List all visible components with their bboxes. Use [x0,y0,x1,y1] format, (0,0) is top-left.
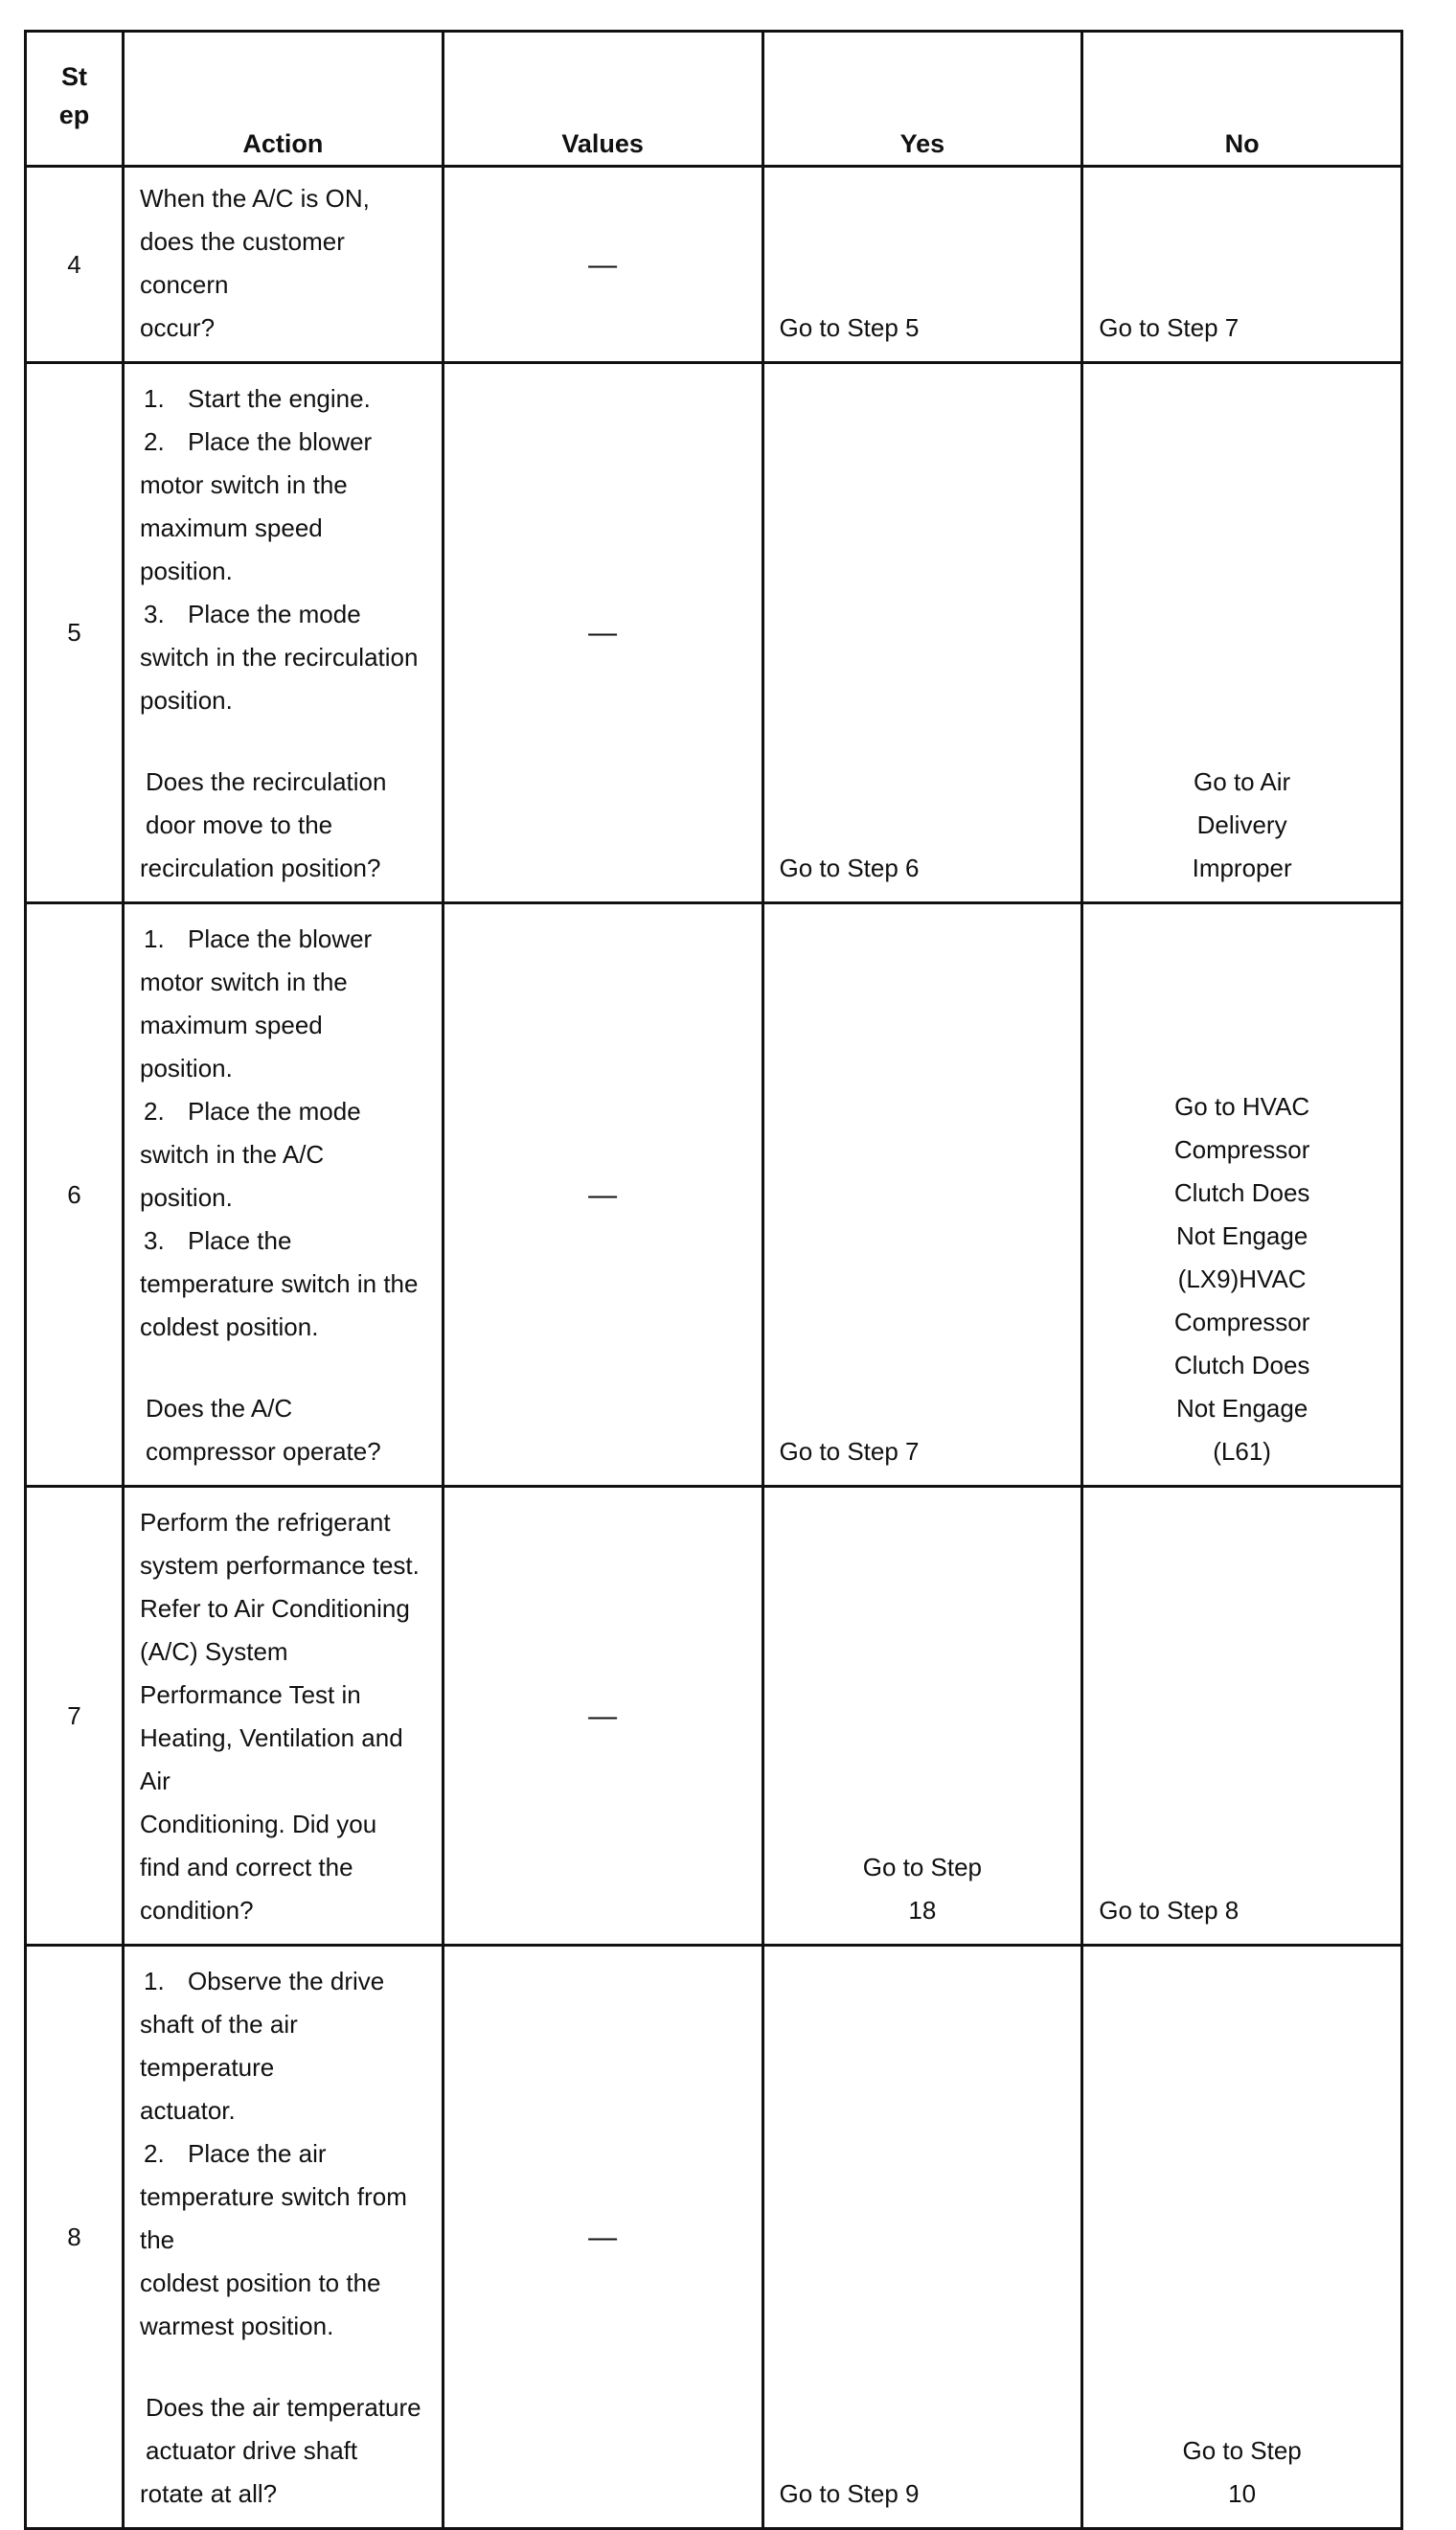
values-cell: — [443,167,762,363]
no-link[interactable]: Go to Step 8 [1099,1896,1240,1925]
question-line: recirculation position? [140,854,381,882]
no-link-line[interactable]: Go to Air [1194,767,1291,796]
spacer [140,2348,422,2386]
action-line: Performance Test in Heating, Ventilation and Air [140,1680,403,1795]
diagnostic-table [24,30,1403,2530]
item-continuation: coldest position. [140,1312,319,1341]
action-item [140,1960,422,2089]
item-text: Observe the drive shaft of the air temperature [140,1967,385,2082]
no-link-line[interactable]: Delivery [1196,810,1287,839]
yes-link[interactable]: Go to Step 6 [779,854,920,882]
header-row [26,32,1402,167]
values-cell: — [443,363,762,903]
item-text: Place the air temperature switch from the [140,2139,407,2254]
no-cell [1082,1487,1402,1946]
action-cell [124,363,444,903]
item-continuation: position. [140,686,233,715]
header-action: Action [124,32,444,167]
question-line: Does the A/C compressor operate? [146,1394,381,1466]
header-no: No [1082,32,1402,167]
item-number: 2. [144,2139,165,2168]
no-link-line[interactable]: Improper [1192,854,1292,882]
item-number: 1. [144,1967,165,1995]
yes-cell [762,167,1082,363]
no-link-line[interactable]: Go to HVAC [1174,1092,1310,1121]
no-link-line[interactable]: Go to Step [1182,2436,1302,2465]
no-cell [1082,903,1402,1487]
item-number: 1. [144,384,165,413]
header-step-line2: ep [58,101,90,129]
action-item [140,593,422,679]
item-text: Place the blower motor switch in the [140,427,373,499]
step-number: 6 [26,903,124,1487]
no-link[interactable]: Go to Step 7 [1099,313,1240,342]
action-line: Refer to Air Conditioning (A/C) System [140,1594,410,1666]
item-text: Place the mode switch in the recirculation [140,600,419,672]
table-row [26,1946,1402,2529]
step-number: 7 [26,1487,124,1946]
header-yes: Yes [762,32,1082,167]
action-line: When the A/C is ON, does the customer concern [140,184,370,299]
item-number: 3. [144,600,165,628]
action-line: Perform the refrigerant system performance test. [140,1508,420,1580]
header-values: Values [443,32,762,167]
action-cell [124,903,444,1487]
no-link-line[interactable]: (LX9)HVAC [1177,1265,1307,1293]
no-cell [1082,363,1402,903]
table-row [26,167,1402,363]
question-line: Does the recirculation door move to the [146,767,387,839]
item-continuation: maximum speed position. [140,513,323,585]
step-number: 5 [26,363,124,903]
action-line: condition? [140,1896,254,1925]
table-row [26,903,1402,1487]
yes-link-line[interactable]: Go to Step [862,1853,983,1881]
yes-cell [762,363,1082,903]
action-cell [124,1946,444,2529]
no-link-line[interactable]: Compressor [1173,1308,1310,1336]
item-continuation: maximum speed position. [140,1011,323,1083]
action-item [140,377,422,421]
values-cell: — [443,1487,762,1946]
action-item [140,1219,422,1306]
action-line: occur? [140,313,216,342]
table-row [26,1487,1402,1946]
item-number: 1. [144,924,165,953]
item-number: 3. [144,1226,165,1255]
no-link-line[interactable]: Clutch Does [1173,1351,1310,1379]
action-cell [124,1487,444,1946]
item-text: Place the mode switch in the A/C position. [140,1097,361,1212]
yes-link[interactable]: Go to Step 5 [779,313,920,342]
question-line: rotate at all? [140,2479,278,2508]
item-number: 2. [144,427,165,456]
values-cell: — [443,1946,762,2529]
no-cell [1082,1946,1402,2529]
action-cell [124,167,444,363]
header-step-line1: St [61,62,87,91]
no-link-line[interactable]: 10 [1228,2479,1257,2508]
no-link-line[interactable]: Clutch Does [1173,1178,1310,1207]
no-link-line[interactable]: Not Engage [1175,1394,1308,1423]
yes-link[interactable]: Go to Step 7 [779,1437,920,1466]
question-line: Does the air temperature actuator drive shaft [146,2393,421,2465]
action-item [140,918,422,1004]
item-continuation: coldest position to the warmest position. [140,2268,381,2340]
header-step [26,32,124,167]
item-text: Start the engine. [188,384,371,413]
spacer [140,1349,422,1387]
yes-cell [762,903,1082,1487]
step-number: 4 [26,167,124,363]
values-cell: — [443,903,762,1487]
item-number: 2. [144,1097,165,1126]
no-link-line[interactable]: (L61) [1213,1437,1271,1466]
yes-link[interactable]: Go to Step 9 [779,2479,920,2508]
yes-link-line[interactable]: 18 [908,1896,937,1925]
action-line: Conditioning. Did you find and correct the [140,1810,377,1881]
no-link-line[interactable]: Not Engage [1175,1221,1308,1250]
item-continuation: actuator. [140,2096,236,2125]
yes-cell [762,1946,1082,2529]
spacer [140,722,422,761]
action-item [140,2132,422,2262]
step-number: 8 [26,1946,124,2529]
no-cell [1082,167,1402,363]
item-text: Place the blower motor switch in the [140,924,373,996]
no-link-line[interactable]: Compressor [1173,1135,1310,1164]
table-row [26,363,1402,903]
action-item [140,1090,422,1219]
action-item [140,421,422,507]
yes-cell [762,1487,1082,1946]
item-text: Place the temperature switch in the [140,1226,419,1298]
